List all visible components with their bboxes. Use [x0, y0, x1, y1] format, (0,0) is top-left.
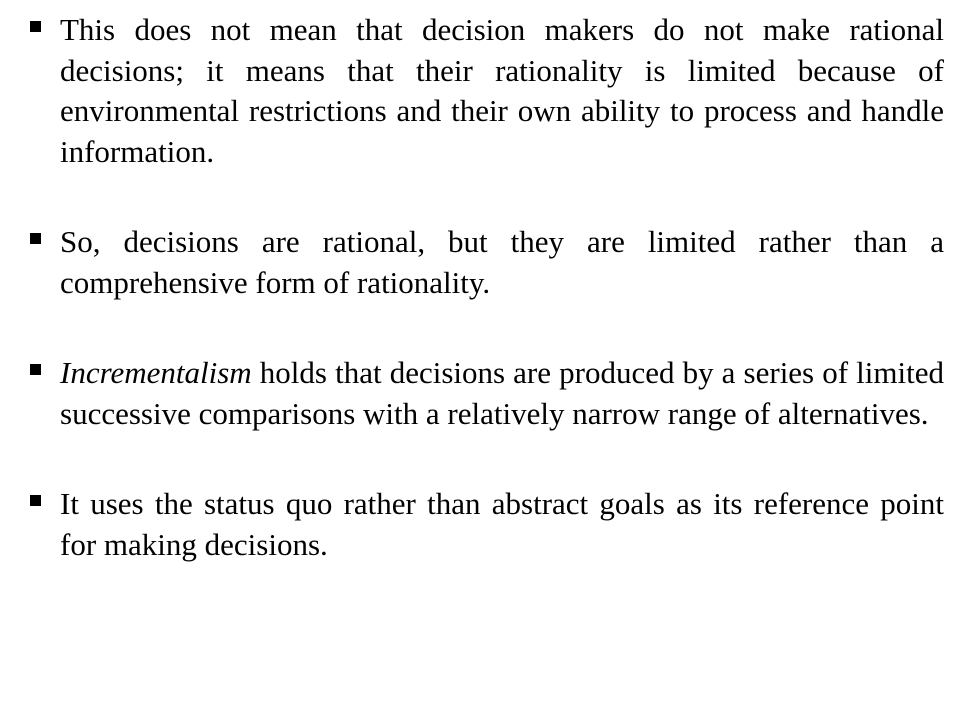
bullet-body: So, decisions are rational, but they are limited rather than a comprehensive form of rationality. — [60, 224, 944, 300]
bullet-item — [30, 222, 944, 303]
bullet-text — [60, 353, 944, 434]
bullet-text — [60, 484, 944, 565]
bullet-text — [60, 10, 944, 172]
bullet-list — [30, 10, 944, 615]
bullet-text — [60, 222, 944, 303]
bullet-italic-term: Incrementalism — [60, 355, 252, 390]
bullet-body: holds that decisions are produced by a series of limited successive comparisons with a relatively narrow range of alternatives. — [60, 355, 944, 431]
bullet-item — [30, 484, 944, 565]
bullet-item — [30, 353, 944, 434]
square-bullet-icon — [30, 10, 60, 50]
square-bullet-icon — [30, 353, 60, 393]
square-bullet-icon — [30, 484, 60, 524]
bullet-item — [30, 10, 944, 172]
bullet-body: This does not mean that decision makers do not make rational decisions; it means that their rationality is limited because of environmental restrictions and their own ability to process and handle information. — [60, 12, 944, 169]
square-bullet-icon — [30, 222, 60, 262]
bullet-body: It uses the status quo rather than abstract goals as its reference point for making decisions. — [60, 486, 944, 562]
